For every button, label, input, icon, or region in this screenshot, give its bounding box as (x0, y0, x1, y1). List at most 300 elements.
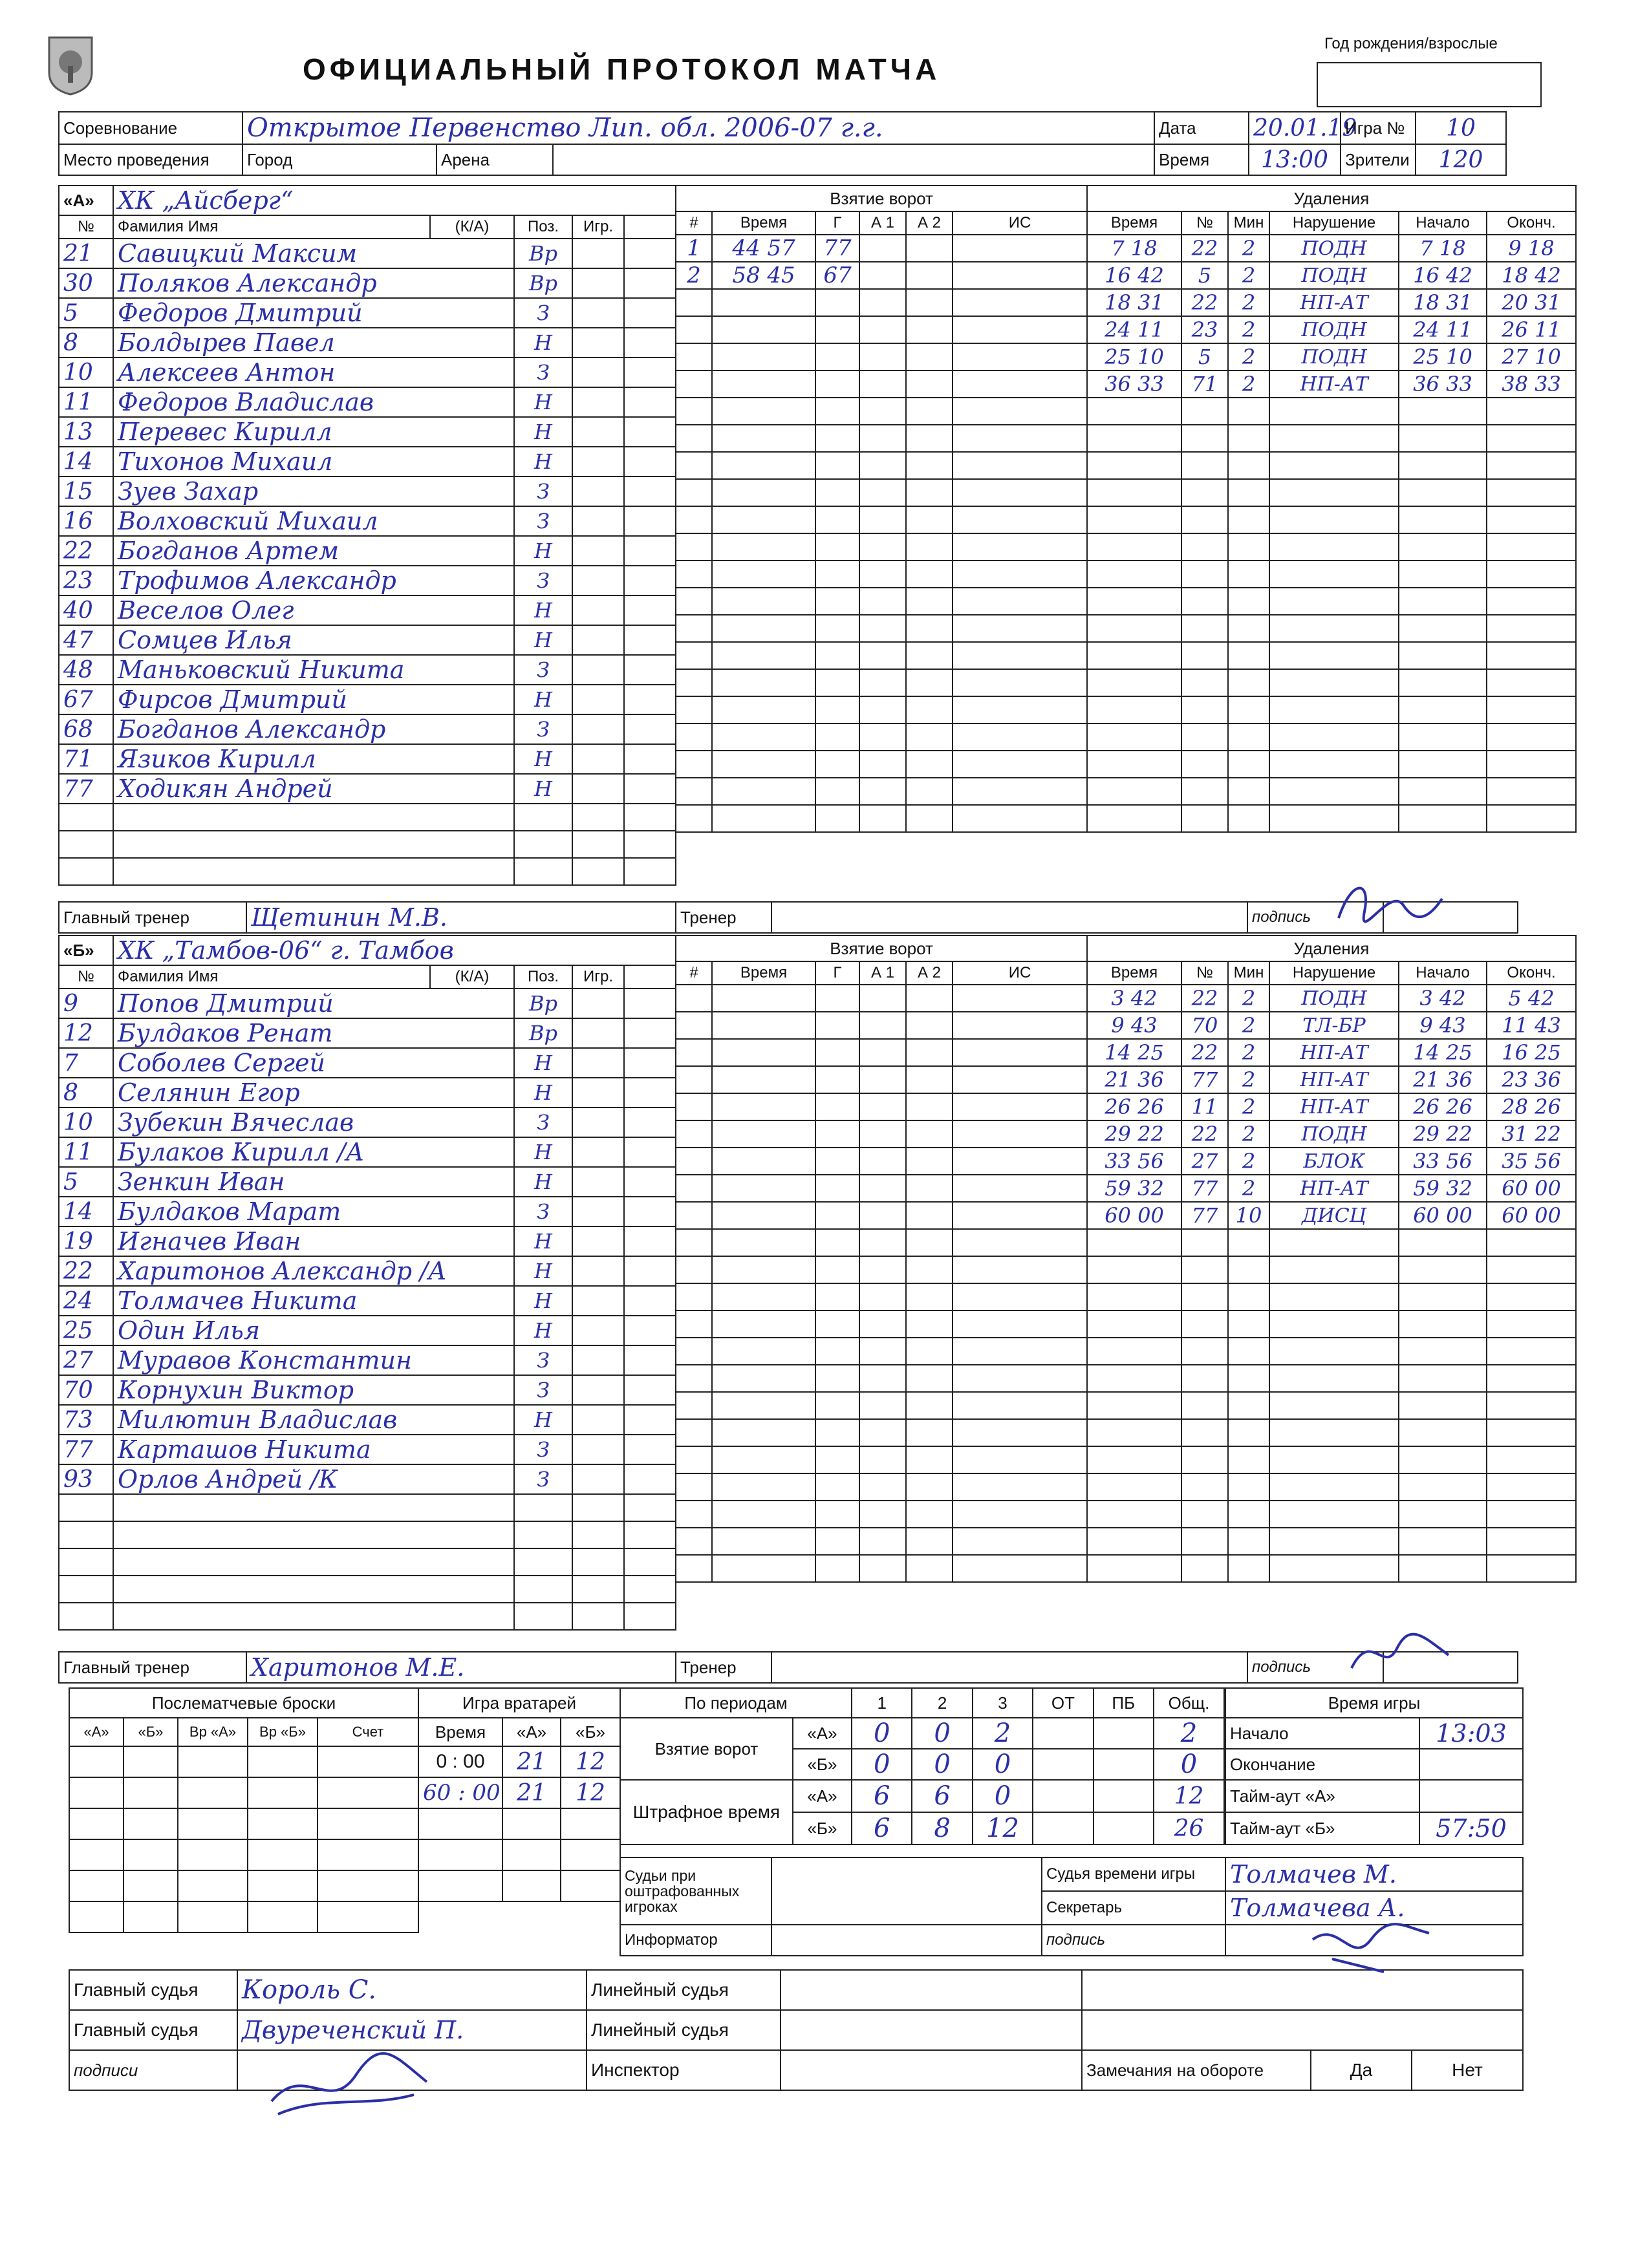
goal-assist-1[interactable] (859, 1229, 906, 1256)
goal-scorer[interactable] (815, 1283, 859, 1311)
penalty-time[interactable]: 24 11 (1087, 316, 1181, 343)
birth-year-field[interactable] (1317, 62, 1542, 107)
goal-time[interactable] (712, 425, 815, 452)
penalty-start[interactable] (1399, 669, 1487, 696)
team_b-name[interactable]: ХК „Тамбов-06“ г. Тамбов (113, 936, 676, 965)
player-name[interactable] (113, 1494, 514, 1521)
player-extra[interactable] (624, 1316, 676, 1345)
goal-assist-1[interactable] (859, 1311, 906, 1338)
goal-time[interactable]: 44 57 (712, 235, 815, 262)
penalty-end[interactable] (1487, 1419, 1576, 1446)
player-number[interactable]: 10 (59, 1107, 113, 1137)
player-extra[interactable] (624, 1256, 676, 1286)
player-games[interactable] (572, 1226, 624, 1256)
goal-number[interactable] (676, 506, 712, 533)
goal-situation[interactable] (953, 642, 1087, 669)
penalty-infraction[interactable] (1269, 1419, 1399, 1446)
gk-cell[interactable] (502, 1870, 561, 1901)
goal-number[interactable] (676, 479, 712, 506)
goal-number[interactable] (676, 1419, 712, 1446)
goal-assist-1[interactable] (859, 1365, 906, 1392)
player-number[interactable]: 71 (59, 744, 113, 774)
goal-time[interactable] (712, 669, 815, 696)
goal-situation[interactable] (953, 1093, 1087, 1120)
player-name[interactable]: Трофимов Александр (113, 566, 514, 595)
goal-assist-1[interactable] (859, 343, 906, 370)
goal-time[interactable] (712, 1093, 815, 1120)
player-number[interactable]: 7 (59, 1048, 113, 1078)
penalty-player[interactable] (1181, 479, 1228, 506)
goals-a-total[interactable]: 2 (1154, 1718, 1224, 1749)
player-games[interactable] (572, 1375, 624, 1405)
penalty-end[interactable] (1487, 1501, 1576, 1528)
player-games[interactable] (572, 655, 624, 685)
goal-time[interactable] (712, 452, 815, 479)
player-name[interactable]: Селянин Егор (113, 1078, 514, 1107)
goal-assist-1[interactable] (859, 1419, 906, 1446)
penalty-time[interactable] (1087, 425, 1181, 452)
goal-number[interactable] (676, 1311, 712, 1338)
penalty-time[interactable] (1087, 1365, 1181, 1392)
penalty-minutes[interactable] (1228, 1311, 1269, 1338)
goal-assist-1[interactable] (859, 1202, 906, 1229)
goal-time[interactable] (712, 1501, 815, 1528)
player-position[interactable]: Н (514, 447, 572, 476)
shootout-cell[interactable] (124, 1808, 178, 1839)
player-games[interactable] (572, 239, 624, 268)
end-value[interactable] (1419, 1749, 1523, 1780)
penalty-start[interactable] (1399, 642, 1487, 669)
goal-assist-1[interactable] (859, 1120, 906, 1148)
goal-time[interactable] (712, 1528, 815, 1555)
penalty-end[interactable] (1487, 1528, 1576, 1555)
goal-scorer[interactable] (815, 1473, 859, 1501)
penalty-start[interactable] (1399, 452, 1487, 479)
timeout-a-value[interactable] (1419, 1780, 1523, 1812)
goal-time[interactable] (712, 1229, 815, 1256)
penalty-start[interactable] (1399, 805, 1487, 832)
player-name[interactable]: Богданов Артем (113, 536, 514, 566)
penalty-player[interactable] (1181, 588, 1228, 615)
goal-assist-1[interactable] (859, 1555, 906, 1582)
goal-assist-1[interactable] (859, 1039, 906, 1066)
player-number[interactable] (59, 1603, 113, 1630)
player-number[interactable] (59, 858, 113, 885)
penalty-player[interactable] (1181, 1501, 1228, 1528)
penalty-minutes[interactable] (1228, 751, 1269, 778)
goal-assist-1[interactable] (859, 1012, 906, 1039)
player-number[interactable]: 11 (59, 1137, 113, 1167)
player-position[interactable]: Вр (514, 989, 572, 1018)
penalty-infraction[interactable]: ПОДН (1269, 235, 1399, 262)
goal-situation[interactable] (953, 805, 1087, 832)
player-name[interactable]: Тихонов Михаил (113, 447, 514, 476)
penalty-player[interactable] (1181, 1365, 1228, 1392)
penalty-infraction[interactable]: НП-АТ (1269, 1093, 1399, 1120)
player-name[interactable]: Алексеев Антон (113, 358, 514, 387)
penalty-minutes[interactable]: 2 (1228, 1175, 1269, 1202)
player-games[interactable] (572, 1345, 624, 1375)
goal-assist-1[interactable] (859, 615, 906, 642)
player-games[interactable] (572, 831, 624, 858)
player-games[interactable] (572, 1197, 624, 1226)
penalty-start[interactable] (1399, 506, 1487, 533)
goal-assist-1[interactable] (859, 398, 906, 425)
goal-assist-2[interactable] (906, 805, 953, 832)
penalty-end[interactable]: 11 43 (1487, 1012, 1576, 1039)
goal-scorer[interactable] (815, 316, 859, 343)
penalty-infraction[interactable] (1269, 615, 1399, 642)
player-extra[interactable] (624, 387, 676, 417)
player-number[interactable]: 77 (59, 774, 113, 804)
player-name[interactable]: Федоров Владислав (113, 387, 514, 417)
gk-cell[interactable] (561, 1808, 620, 1839)
penalty-minutes[interactable] (1228, 778, 1269, 805)
goal-assist-1[interactable] (859, 1093, 906, 1120)
goal-assist-2[interactable] (906, 370, 953, 398)
player-extra[interactable] (624, 1048, 676, 1078)
gk-a-number[interactable]: 21 (502, 1777, 561, 1808)
penalty-end[interactable]: 35 56 (1487, 1148, 1576, 1175)
gk-change-time[interactable]: 60 : 00 (418, 1777, 502, 1808)
goal-assist-2[interactable] (906, 1392, 953, 1419)
goal-situation[interactable] (953, 1148, 1087, 1175)
goal-time[interactable] (712, 696, 815, 723)
penalty-time[interactable] (1087, 1446, 1181, 1473)
penalty-end[interactable] (1487, 1365, 1576, 1392)
player-extra[interactable] (624, 1576, 676, 1603)
penalty-infraction[interactable] (1269, 1283, 1399, 1311)
penalty-infraction[interactable] (1269, 1446, 1399, 1473)
goal-assist-1[interactable] (859, 1473, 906, 1501)
player-position[interactable] (514, 858, 572, 885)
penalty-start[interactable] (1399, 1419, 1487, 1446)
player-number[interactable]: 14 (59, 1197, 113, 1226)
goal-situation[interactable] (953, 1229, 1087, 1256)
player-position[interactable]: Н (514, 1048, 572, 1078)
goal-assist-1[interactable] (859, 452, 906, 479)
penalty-start[interactable]: 7 18 (1399, 235, 1487, 262)
goal-situation[interactable] (953, 1446, 1087, 1473)
penalty-end[interactable] (1487, 588, 1576, 615)
goal-situation[interactable] (953, 235, 1087, 262)
penalty-end[interactable] (1487, 669, 1576, 696)
player-extra[interactable] (624, 1405, 676, 1435)
player-position[interactable]: Н (514, 625, 572, 655)
player-games[interactable] (572, 1048, 624, 1078)
penalty-start[interactable] (1399, 1229, 1487, 1256)
goal-time[interactable]: 58 45 (712, 262, 815, 289)
penalty-time[interactable]: 60 00 (1087, 1202, 1181, 1229)
goal-assist-1[interactable] (859, 506, 906, 533)
penalty-start[interactable] (1399, 1473, 1487, 1501)
player-name[interactable]: Булдаков Марат (113, 1197, 514, 1226)
penalty-minutes[interactable] (1228, 642, 1269, 669)
goal-scorer[interactable]: 77 (815, 235, 859, 262)
penalty-minutes[interactable] (1228, 425, 1269, 452)
goal-time[interactable] (712, 723, 815, 751)
player-position[interactable] (514, 1576, 572, 1603)
penalty-player[interactable] (1181, 1229, 1228, 1256)
player-games[interactable] (572, 328, 624, 358)
goal-time[interactable] (712, 1202, 815, 1229)
penalty-end[interactable] (1487, 723, 1576, 751)
goal-assist-1[interactable] (859, 262, 906, 289)
penalty-end[interactable] (1487, 1338, 1576, 1365)
player-name[interactable]: Попов Дмитрий (113, 989, 514, 1018)
penalty-start[interactable] (1399, 1311, 1487, 1338)
penalty-player[interactable] (1181, 1311, 1228, 1338)
player-games[interactable] (572, 1107, 624, 1137)
player-extra[interactable] (624, 1226, 676, 1256)
penalty-start[interactable]: 16 42 (1399, 262, 1487, 289)
goal-assist-2[interactable] (906, 615, 953, 642)
player-number[interactable]: 73 (59, 1405, 113, 1435)
penalty-minutes[interactable] (1228, 615, 1269, 642)
goal-number[interactable] (676, 533, 712, 561)
goal-scorer[interactable] (815, 1338, 859, 1365)
player-number[interactable] (59, 1548, 113, 1576)
penalty-infraction[interactable] (1269, 506, 1399, 533)
player-extra[interactable] (624, 566, 676, 595)
penalty-minutes[interactable] (1228, 398, 1269, 425)
penalty-start[interactable] (1399, 1501, 1487, 1528)
goal-scorer[interactable] (815, 985, 859, 1012)
player-extra[interactable] (624, 858, 676, 885)
penalty-time[interactable] (1087, 1311, 1181, 1338)
shootout-cell[interactable] (69, 1746, 124, 1777)
penalty-start[interactable] (1399, 778, 1487, 805)
goal-number[interactable] (676, 1365, 712, 1392)
player-extra[interactable] (624, 1107, 676, 1137)
penalty-player[interactable] (1181, 1283, 1228, 1311)
player-number[interactable]: 48 (59, 655, 113, 685)
penalty-end[interactable] (1487, 1256, 1576, 1283)
player-extra[interactable] (624, 804, 676, 831)
penalty-time[interactable] (1087, 1338, 1181, 1365)
goal-time[interactable] (712, 316, 815, 343)
goal-assist-1[interactable] (859, 805, 906, 832)
penalty-end[interactable] (1487, 1283, 1576, 1311)
goal-situation[interactable] (953, 669, 1087, 696)
pim-b-total[interactable]: 26 (1154, 1812, 1224, 1845)
player-name[interactable] (113, 804, 514, 831)
player-number[interactable]: 47 (59, 625, 113, 655)
penalty-infraction[interactable]: НП-АТ (1269, 1175, 1399, 1202)
penalty-infraction[interactable]: ПОДН (1269, 262, 1399, 289)
penalty-infraction[interactable] (1269, 1256, 1399, 1283)
penalty-end[interactable]: 27 10 (1487, 343, 1576, 370)
goal-assist-1[interactable] (859, 669, 906, 696)
player-position[interactable]: Н (514, 1226, 572, 1256)
shootout-cell[interactable] (69, 1777, 124, 1808)
penalty-end[interactable] (1487, 642, 1576, 669)
player-position[interactable]: З (514, 1375, 572, 1405)
penalty-minutes[interactable] (1228, 1365, 1269, 1392)
player-position[interactable]: З (514, 714, 572, 744)
penalty-start[interactable]: 18 31 (1399, 289, 1487, 316)
goal-assist-2[interactable] (906, 1039, 953, 1066)
penalty-end[interactable]: 23 36 (1487, 1066, 1576, 1093)
goal-number[interactable] (676, 1338, 712, 1365)
player-position[interactable]: Н (514, 595, 572, 625)
competition-value[interactable]: Открытое Первенство Лип. обл. 2006-07 г.г. (242, 112, 1154, 144)
penalty-player[interactable]: 27 (1181, 1148, 1228, 1175)
player-number[interactable]: 77 (59, 1435, 113, 1464)
goal-assist-1[interactable] (859, 1392, 906, 1419)
player-position[interactable]: Н (514, 1167, 572, 1197)
penalty-minutes[interactable] (1228, 1256, 1269, 1283)
goal-scorer[interactable] (815, 669, 859, 696)
player-name[interactable]: Язиков Кирилл (113, 744, 514, 774)
goal-scorer[interactable] (815, 723, 859, 751)
penalty-time[interactable] (1087, 398, 1181, 425)
goal-number[interactable] (676, 778, 712, 805)
player-number[interactable] (59, 1494, 113, 1521)
goal-scorer[interactable] (815, 642, 859, 669)
player-extra[interactable] (624, 774, 676, 804)
penalty-player[interactable]: 22 (1181, 1039, 1228, 1066)
player-games[interactable] (572, 774, 624, 804)
goals-a-p1[interactable]: 0 (852, 1718, 912, 1749)
goal-assist-2[interactable] (906, 262, 953, 289)
goal-scorer[interactable] (815, 425, 859, 452)
goals-a-p2[interactable]: 0 (912, 1718, 972, 1749)
penalty-minutes[interactable]: 2 (1228, 1148, 1269, 1175)
penalty-time[interactable]: 29 22 (1087, 1120, 1181, 1148)
goal-number[interactable] (676, 1256, 712, 1283)
pim-a-ot[interactable] (1033, 1780, 1093, 1812)
timekeeper-value[interactable]: Толмачев М. (1225, 1857, 1523, 1891)
shootout-cell[interactable] (124, 1870, 178, 1901)
player-position[interactable]: З (514, 1345, 572, 1375)
penalty-time[interactable]: 59 32 (1087, 1175, 1181, 1202)
goal-assist-2[interactable] (906, 1311, 953, 1338)
gk-cell[interactable] (502, 1808, 561, 1839)
goal-assist-2[interactable] (906, 235, 953, 262)
penalty-start[interactable]: 14 25 (1399, 1039, 1487, 1066)
penalty-start[interactable]: 9 43 (1399, 1012, 1487, 1039)
goal-assist-2[interactable] (906, 561, 953, 588)
shootout-cell[interactable] (178, 1839, 248, 1870)
player-games[interactable] (572, 1167, 624, 1197)
shootout-cell[interactable] (124, 1839, 178, 1870)
goal-assist-2[interactable] (906, 1555, 953, 1582)
goal-time[interactable] (712, 1066, 815, 1093)
penalty-time[interactable] (1087, 723, 1181, 751)
goals-b-p3[interactable]: 0 (973, 1749, 1033, 1780)
goal-scorer[interactable] (815, 1311, 859, 1338)
player-position[interactable] (514, 831, 572, 858)
penalty-minutes[interactable] (1228, 588, 1269, 615)
shootout-cell[interactable] (69, 1870, 124, 1901)
penalty-player[interactable] (1181, 1392, 1228, 1419)
goal-situation[interactable] (953, 262, 1087, 289)
goal-scorer[interactable] (815, 1148, 859, 1175)
penalty-time[interactable] (1087, 561, 1181, 588)
penalty-box-value[interactable] (771, 1857, 1042, 1925)
penalty-time[interactable] (1087, 1473, 1181, 1501)
shootout-cell[interactable] (318, 1870, 418, 1901)
player-games[interactable] (572, 358, 624, 387)
goal-assist-2[interactable] (906, 1528, 953, 1555)
player-extra[interactable] (624, 685, 676, 714)
player-name[interactable] (113, 831, 514, 858)
goal-scorer[interactable] (815, 751, 859, 778)
gk-cell[interactable] (561, 1839, 620, 1870)
arena-value[interactable] (553, 144, 1154, 175)
goal-assist-2[interactable] (906, 1093, 953, 1120)
goal-number[interactable] (676, 1473, 712, 1501)
penalty-minutes[interactable]: 2 (1228, 1039, 1269, 1066)
player-games[interactable] (572, 417, 624, 447)
penalty-end[interactable] (1487, 533, 1576, 561)
penalty-minutes[interactable] (1228, 1473, 1269, 1501)
goal-time[interactable] (712, 805, 815, 832)
goal-scorer[interactable] (815, 370, 859, 398)
goal-number[interactable] (676, 1120, 712, 1148)
player-number[interactable]: 12 (59, 1018, 113, 1048)
penalty-time[interactable] (1087, 533, 1181, 561)
player-name[interactable]: Зуев Захар (113, 476, 514, 506)
player-number[interactable]: 11 (59, 387, 113, 417)
goal-number[interactable] (676, 751, 712, 778)
penalty-end[interactable] (1487, 696, 1576, 723)
player-games[interactable] (572, 1256, 624, 1286)
goal-scorer[interactable] (815, 1175, 859, 1202)
player-extra[interactable] (624, 1197, 676, 1226)
goal-situation[interactable] (953, 588, 1087, 615)
penalty-infraction[interactable] (1269, 1501, 1399, 1528)
player-name[interactable]: Булаков Кирилл /А (113, 1137, 514, 1167)
penalty-infraction[interactable] (1269, 805, 1399, 832)
penalty-minutes[interactable] (1228, 479, 1269, 506)
player-name[interactable]: Игначев Иван (113, 1226, 514, 1256)
goal-time[interactable] (712, 1419, 815, 1446)
player-name[interactable]: Болдырев Павел (113, 328, 514, 358)
goal-situation[interactable] (953, 1555, 1087, 1582)
penalty-player[interactable] (1181, 398, 1228, 425)
goal-number[interactable] (676, 425, 712, 452)
penalty-infraction[interactable] (1269, 452, 1399, 479)
goal-number[interactable] (676, 1066, 712, 1093)
player-name[interactable]: Корнухин Виктор (113, 1375, 514, 1405)
player-number[interactable] (59, 1521, 113, 1548)
player-name[interactable]: Волховский Михаил (113, 506, 514, 536)
secretary-value[interactable]: Толмачева А. (1225, 1891, 1523, 1925)
penalty-infraction[interactable]: ДИСЦ (1269, 1202, 1399, 1229)
goal-scorer[interactable] (815, 1256, 859, 1283)
penalty-player[interactable]: 22 (1181, 235, 1228, 262)
player-position[interactable]: Н (514, 685, 572, 714)
penalty-player[interactable] (1181, 778, 1228, 805)
informer-value[interactable] (771, 1925, 1042, 1956)
player-name[interactable]: Перевес Кирилл (113, 417, 514, 447)
goal-assist-2[interactable] (906, 1446, 953, 1473)
player-extra[interactable] (624, 1167, 676, 1197)
player-extra[interactable] (624, 595, 676, 625)
pim-a-p3[interactable]: 0 (973, 1780, 1033, 1812)
penalty-time[interactable] (1087, 805, 1181, 832)
player-extra[interactable] (624, 1603, 676, 1630)
goal-situation[interactable] (953, 778, 1087, 805)
shootout-cell[interactable] (248, 1746, 318, 1777)
penalty-player[interactable] (1181, 723, 1228, 751)
penalty-time[interactable] (1087, 1419, 1181, 1446)
penalty-time[interactable] (1087, 588, 1181, 615)
goal-assist-1[interactable] (859, 533, 906, 561)
player-position[interactable]: Н (514, 1316, 572, 1345)
